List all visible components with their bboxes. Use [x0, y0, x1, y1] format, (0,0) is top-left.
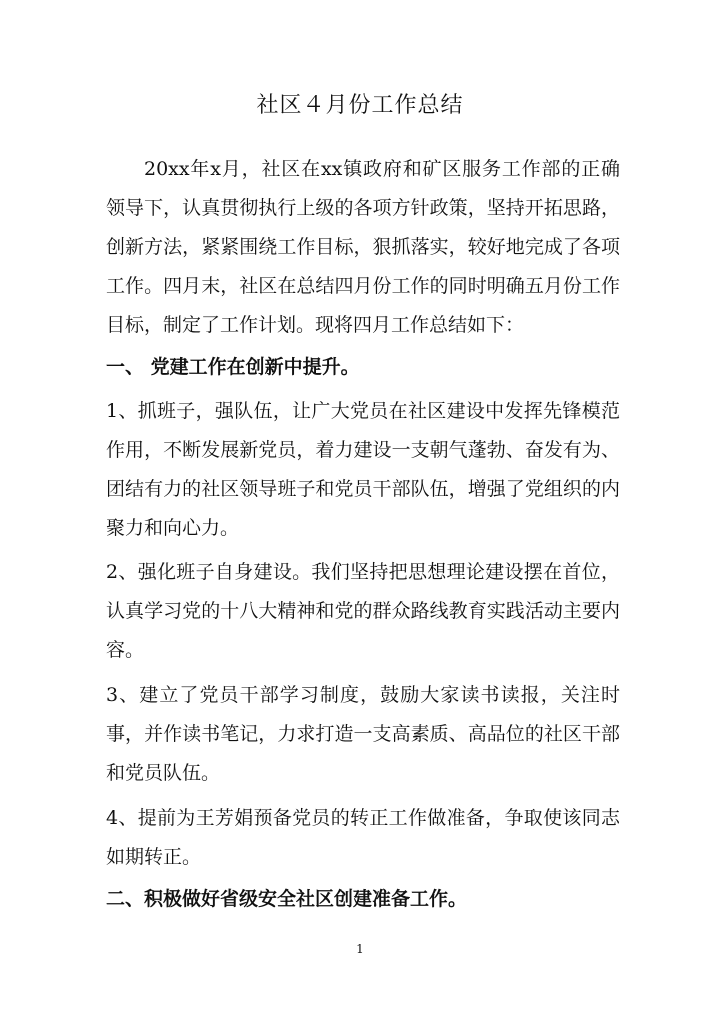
intro-paragraph: 20xx年x月，社区在xx镇政府和矿区服务工作部的正确领导下，认真贯彻执行上级的各项方针政策，坚持开拓思路，创新方法，紧紧围绕工作目标，狠抓落实，较好地完成了各项工作。四月末，社区在总结四月份工作的同时明确五月份工作目标，制定了工作计划。现将四月工作总结如下：	[106, 158, 620, 336]
list-item-4: 4、提前为王芳娟预备党员的转正工作做准备，争取使该同志如期转正。	[106, 807, 620, 868]
section-heading-party-building: 一、 党建工作在创新中提升。	[106, 356, 360, 378]
list-item-3: 3、建立了党员干部学习制度，鼓励大家读书读报，关注时事，并作读书笔记，力求打造一支高素质、高品位的社区干部和党员队伍。	[106, 684, 620, 784]
document-title: 社区４月份工作总结	[256, 93, 464, 118]
list-item-2: 2、强化班子自身建设。我们坚持把思想理论建设摆在首位，认真学习党的十八大精神和党的群众路线教育实践活动主要内容。	[106, 561, 620, 661]
section-heading-safety-community: 二、积极做好省级安全社区创建准备工作。	[106, 888, 468, 910]
page-number: 1	[356, 942, 364, 956]
list-item-1: 1、抓班子，强队伍，让广大党员在社区建设中发挥先锋模范作用，不断发展新党员，着力建设一支朝气蓬勃、奋发有为、团结有力的社区领导班子和党员干部队伍，增强了党组织的内聚力和向心力。	[106, 400, 620, 539]
